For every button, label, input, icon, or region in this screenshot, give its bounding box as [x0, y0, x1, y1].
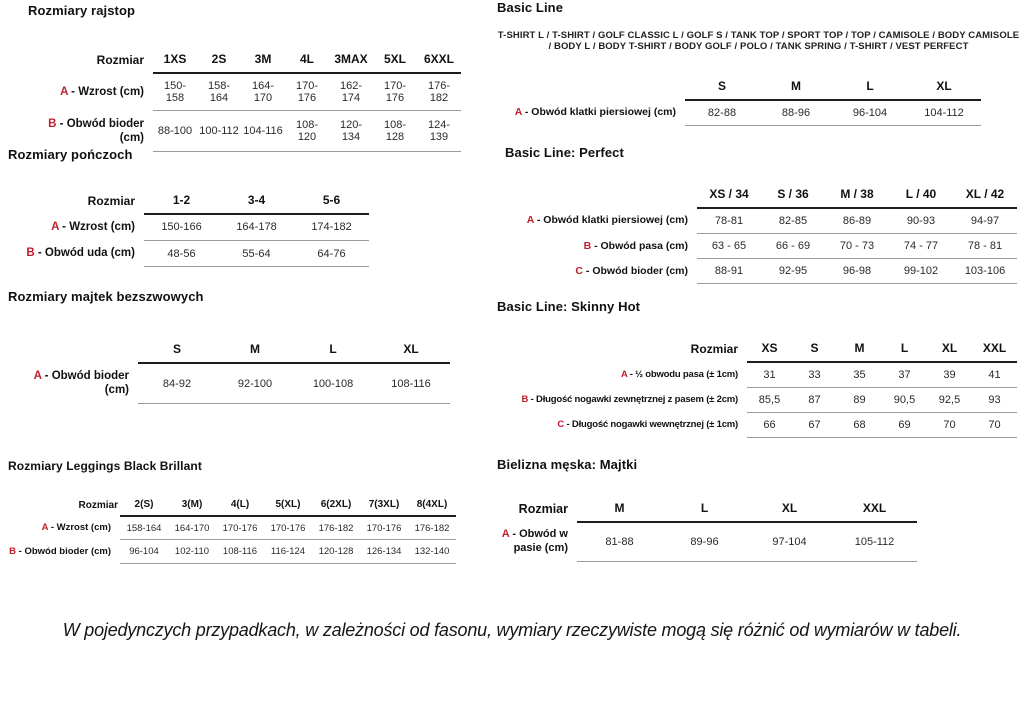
- section-title: Basic Line: Perfect: [505, 145, 624, 160]
- size-column-header: 5XL: [373, 47, 417, 73]
- size-table: [8, 337, 450, 404]
- size-column-header: M: [759, 74, 833, 100]
- section-bielizna-meska-majtki: [497, 457, 917, 562]
- size-value-cell: 69: [882, 413, 927, 438]
- measurement-row: [8, 363, 450, 404]
- section-basic-line: [497, 0, 1020, 126]
- section-title: Rozmiary Leggings Black Brillant: [8, 459, 202, 473]
- measurement-label: B - Obwód bioder (cm): [9, 545, 111, 557]
- size-column-header: 2(S): [120, 495, 168, 516]
- size-value-cell: 31: [747, 362, 792, 388]
- size-value-cell: 100-112: [197, 111, 241, 152]
- size-value-cell: 96-104: [120, 540, 168, 564]
- size-column-header: 3M: [241, 47, 285, 73]
- measurement-label: A - Wzrost (cm): [60, 85, 144, 98]
- measurement-letter: B: [48, 117, 57, 130]
- measurement-row: [500, 100, 981, 126]
- table-corner-label: [8, 337, 138, 363]
- measurement-letter: A: [514, 105, 522, 118]
- header-row: [505, 182, 1017, 208]
- size-column-header: S / 36: [761, 182, 825, 208]
- measurement-row: [497, 388, 1017, 413]
- product-list-description: T-SHIRT L / T-SHIRT / GOLF CLASSIC L / GOLF S / TANK TOP / SPORT TOP / TOP / CAMISOLE / BODY CAMISOLE / BODY L / BODY T-SHIRT / BODY GOLF / POLO / TANK SPRING / T-SHIRT / VEST PERFECT: [497, 30, 1020, 53]
- measurement-letter: A: [51, 221, 59, 233]
- size-value-cell: 55-64: [219, 240, 294, 266]
- size-column-header: 8(4XL): [408, 495, 456, 516]
- measurement-letter: A: [526, 214, 534, 227]
- size-value-cell: 90,5: [882, 388, 927, 413]
- measurement-label: C - Długość nogawki wewnętrznej (± 1cm): [557, 419, 738, 431]
- size-value-cell: 170-176: [360, 516, 408, 540]
- size-table: [28, 47, 461, 152]
- size-value-cell: 85,5: [747, 388, 792, 413]
- size-column-header: XL: [907, 74, 981, 100]
- header-row: [8, 188, 369, 214]
- size-value-cell: 164-178: [219, 214, 294, 240]
- size-column-header: S: [792, 336, 837, 362]
- size-column-header: 2S: [197, 47, 241, 73]
- size-value-cell: 92-100: [216, 363, 294, 404]
- size-value-cell: 108-116: [216, 540, 264, 564]
- size-column-header: 5-6: [294, 188, 369, 214]
- measurement-letter: C: [575, 264, 583, 277]
- size-value-cell: 174-182: [294, 214, 369, 240]
- header-row: [8, 495, 456, 516]
- section-title: Rozmiary pończoch: [8, 147, 133, 162]
- measurement-row: [497, 413, 1017, 438]
- size-value-cell: 78-81: [697, 208, 761, 234]
- size-value-cell: 120-134: [329, 111, 373, 152]
- section-title: Bielizna męska: Majtki: [497, 457, 638, 472]
- size-column-header: S: [138, 337, 216, 363]
- size-table: [497, 336, 1017, 438]
- size-table: [8, 188, 369, 267]
- size-value-cell: 88-96: [759, 100, 833, 126]
- size-value-cell: 88-100: [153, 111, 197, 152]
- header-row: [500, 74, 981, 100]
- size-value-cell: 176-182: [312, 516, 360, 540]
- size-column-header: 5(XL): [264, 495, 312, 516]
- size-value-cell: 82-85: [761, 208, 825, 234]
- size-value-cell: 170-176: [373, 73, 417, 111]
- measurement-row: [28, 73, 461, 111]
- size-column-header: 7(3XL): [360, 495, 408, 516]
- measurement-letter: C: [557, 419, 565, 431]
- table-corner-label: [505, 182, 697, 208]
- measurement-row: [8, 214, 369, 240]
- size-value-cell: 92,5: [927, 388, 972, 413]
- size-column-header: L / 40: [889, 182, 953, 208]
- size-value-cell: 88-91: [697, 259, 761, 284]
- size-value-cell: 120-128: [312, 540, 360, 564]
- size-value-cell: 39: [927, 362, 972, 388]
- size-value-cell: 63 - 65: [697, 234, 761, 259]
- section-rozmiary-leggings: [8, 459, 456, 564]
- size-value-cell: 82-88: [685, 100, 759, 126]
- measurement-label: A - Obwód w pasie (cm): [501, 528, 568, 554]
- measurement-row: [497, 522, 917, 562]
- section-basic-line-skinny-hot: [497, 299, 1017, 438]
- size-column-header: 1-2: [144, 188, 219, 214]
- size-value-cell: 108-116: [372, 363, 450, 404]
- size-column-header: 3MAX: [329, 47, 373, 73]
- size-value-cell: 89: [837, 388, 882, 413]
- size-value-cell: 68: [837, 413, 882, 438]
- size-column-header: 1XS: [153, 47, 197, 73]
- size-value-cell: 70 - 73: [825, 234, 889, 259]
- size-value-cell: 41: [972, 362, 1017, 388]
- size-value-cell: 87: [792, 388, 837, 413]
- measurement-row: [8, 240, 369, 266]
- size-value-cell: 96-104: [833, 100, 907, 126]
- measurement-row: [497, 362, 1017, 388]
- measurement-label: B - Obwód uda (cm): [26, 247, 135, 260]
- size-column-header: M: [837, 336, 882, 362]
- measurement-label: B - Długość nogawki zewnętrznej z pasem (± 2cm): [521, 394, 738, 406]
- size-column-header: L: [294, 337, 372, 363]
- size-column-header: M: [577, 496, 662, 522]
- size-table: [500, 74, 981, 126]
- size-value-cell: 33: [792, 362, 837, 388]
- size-column-header: L: [833, 74, 907, 100]
- size-column-header: XL: [372, 337, 450, 363]
- measurement-label: B - Obwód pasa (cm): [583, 239, 688, 252]
- size-value-cell: 86-89: [825, 208, 889, 234]
- measurement-label: B - Obwód bioder (cm): [48, 117, 144, 144]
- measurement-letter: A: [41, 522, 49, 533]
- size-value-cell: 170-176: [216, 516, 264, 540]
- size-column-header: XL: [927, 336, 972, 362]
- size-value-cell: 66 - 69: [761, 234, 825, 259]
- section-rozmiary-rajstop: [28, 3, 461, 152]
- size-value-cell: 99-102: [889, 259, 953, 284]
- measurement-letter: A: [60, 85, 68, 98]
- table-corner-label: Rozmiar: [690, 341, 738, 356]
- size-value-cell: 100-108: [294, 363, 372, 404]
- size-value-cell: 37: [882, 362, 927, 388]
- size-value-cell: 94-97: [953, 208, 1017, 234]
- size-column-header: XS: [747, 336, 792, 362]
- size-value-cell: 126-134: [360, 540, 408, 564]
- size-column-header: 6XXL: [417, 47, 461, 73]
- size-value-cell: 103-106: [953, 259, 1017, 284]
- size-value-cell: 35: [837, 362, 882, 388]
- size-column-header: M: [216, 337, 294, 363]
- size-value-cell: 92-95: [761, 259, 825, 284]
- measurement-letter: A: [620, 368, 628, 380]
- size-column-header: 4L: [285, 47, 329, 73]
- header-row: [8, 337, 450, 363]
- size-value-cell: 162-174: [329, 73, 373, 111]
- size-value-cell: 158-164: [120, 516, 168, 540]
- table-corner-label: Rozmiar: [87, 193, 135, 208]
- size-value-cell: 150-166: [144, 214, 219, 240]
- header-row: [28, 47, 461, 73]
- size-value-cell: 102-110: [168, 540, 216, 564]
- size-column-header: XS / 34: [697, 182, 761, 208]
- measurement-row: [505, 234, 1017, 259]
- section-rozmiary-majtek-bezszwowych: [8, 289, 450, 404]
- size-column-header: 3(M): [168, 495, 216, 516]
- size-value-cell: 108-120: [285, 111, 329, 152]
- table-corner-label: Rozmiar: [96, 52, 144, 67]
- size-value-cell: 66: [747, 413, 792, 438]
- size-column-header: 3-4: [219, 188, 294, 214]
- size-column-header: M / 38: [825, 182, 889, 208]
- size-column-header: 6(2XL): [312, 495, 360, 516]
- measurement-row: [505, 208, 1017, 234]
- size-value-cell: 116-124: [264, 540, 312, 564]
- size-value-cell: 170-176: [264, 516, 312, 540]
- size-value-cell: 158-164: [197, 73, 241, 111]
- section-title: Rozmiary majtek bezszwowych: [8, 289, 204, 304]
- size-value-cell: 124-139: [417, 111, 461, 152]
- measurement-label: A - Obwód klatki piersiowej (cm): [514, 105, 676, 118]
- section-basic-line-perfect: [505, 145, 1017, 284]
- size-value-cell: 96-98: [825, 259, 889, 284]
- size-column-header: XL: [747, 496, 832, 522]
- section-title: Basic Line: Skinny Hot: [497, 299, 641, 314]
- section-title: Rozmiary rajstop: [28, 3, 136, 18]
- table-corner-label: Rozmiar: [518, 501, 568, 516]
- size-value-cell: 132-140: [408, 540, 456, 564]
- size-value-cell: 108-128: [373, 111, 417, 152]
- size-value-cell: 164-170: [241, 73, 285, 111]
- measurement-label: A - Obwód klatki piersiowej (cm): [526, 214, 688, 227]
- size-value-cell: 93: [972, 388, 1017, 413]
- size-table: [8, 495, 456, 564]
- size-value-cell: 70: [927, 413, 972, 438]
- size-column-header: 4(L): [216, 495, 264, 516]
- measurement-letter: A: [501, 528, 510, 540]
- size-value-cell: 90-93: [889, 208, 953, 234]
- section-rozmiary-ponczoch: [8, 147, 369, 267]
- measurement-letter: B: [521, 394, 529, 406]
- size-value-cell: 70: [972, 413, 1017, 438]
- measurement-row: [8, 516, 456, 540]
- measurement-label: A - Wzrost (cm): [51, 221, 135, 233]
- size-value-cell: 67: [792, 413, 837, 438]
- table-corner-label: Rozmiar: [78, 499, 118, 511]
- header-row: [497, 496, 917, 522]
- size-column-header: S: [685, 74, 759, 100]
- measurement-label: A - Obwód bioder (cm): [33, 370, 129, 397]
- section-title: Basic Line: [497, 0, 564, 15]
- size-value-cell: 84-92: [138, 363, 216, 404]
- measurement-letter: B: [583, 239, 592, 252]
- measurement-letter: B: [9, 545, 16, 557]
- size-value-cell: 74 - 77: [889, 234, 953, 259]
- size-value-cell: 105-112: [832, 522, 917, 562]
- size-value-cell: 176-182: [417, 73, 461, 111]
- measurement-letter: B: [26, 247, 35, 260]
- size-column-header: XL / 42: [953, 182, 1017, 208]
- size-value-cell: 89-96: [662, 522, 747, 562]
- size-value-cell: 48-56: [144, 240, 219, 266]
- measurement-row: [8, 540, 456, 564]
- size-value-cell: 78 - 81: [953, 234, 1017, 259]
- size-column-header: L: [882, 336, 927, 362]
- size-table: [497, 496, 917, 562]
- measurement-row: [28, 111, 461, 152]
- measurement-label: C - Obwód bioder (cm): [575, 264, 688, 277]
- size-column-header: XXL: [832, 496, 917, 522]
- size-column-header: XXL: [972, 336, 1017, 362]
- size-value-cell: 164-170: [168, 516, 216, 540]
- size-value-cell: 64-76: [294, 240, 369, 266]
- size-table: [505, 182, 1017, 284]
- measurement-letter: A: [33, 370, 42, 382]
- size-column-header: L: [662, 496, 747, 522]
- footer-note: W pojedynczych przypadkach, w zależności od fasonu, wymiary rzeczywiste mogą się różnić od wymiarów w tabeli.: [62, 620, 962, 640]
- size-value-cell: 104-116: [241, 111, 285, 152]
- size-value-cell: 170-176: [285, 73, 329, 111]
- size-value-cell: 97-104: [747, 522, 832, 562]
- size-value-cell: 176-182: [408, 516, 456, 540]
- size-value-cell: 150-158: [153, 73, 197, 111]
- measurement-label: A - ½ obwodu pasa (± 1cm): [620, 368, 738, 380]
- size-value-cell: 81-88: [577, 522, 662, 562]
- size-value-cell: 104-112: [907, 100, 981, 126]
- measurement-label: A - Wzrost (cm): [41, 522, 111, 533]
- measurement-row: [505, 259, 1017, 284]
- header-row: [497, 336, 1017, 362]
- table-corner-label: [500, 74, 685, 100]
